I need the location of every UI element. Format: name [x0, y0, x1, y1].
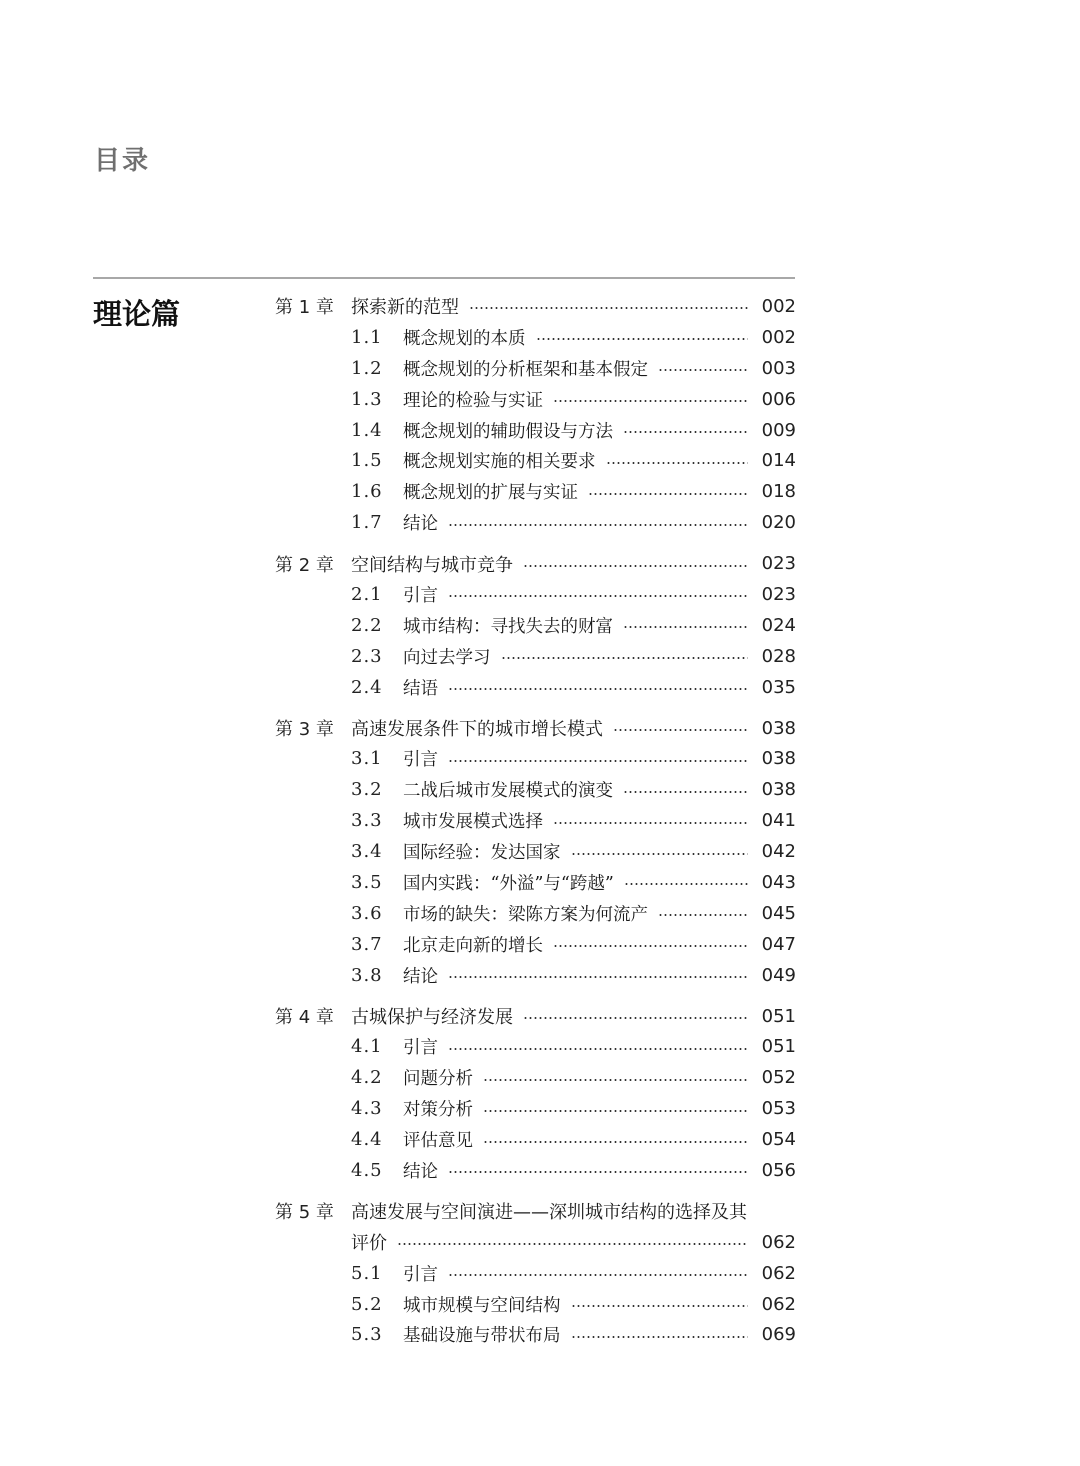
section-title: 引言 — [403, 750, 438, 771]
section-page-number: 062 — [761, 1293, 796, 1315]
section-number: 5.3 — [351, 1324, 383, 1346]
dot-leader — [623, 789, 748, 795]
chapter-title: 空间结构与城市竞争 — [351, 554, 513, 576]
chapter-title: 高速发展与空间演进——深圳城市结构的选择及其 — [351, 1202, 747, 1224]
section-page-number: 053 — [761, 1098, 796, 1120]
section-number: 1.6 — [351, 481, 383, 503]
section-number: 3.3 — [351, 810, 383, 832]
section-entry[interactable] — [275, 1258, 796, 1289]
section-page-number: 047 — [761, 933, 796, 955]
section-page-number: 062 — [761, 1262, 796, 1284]
chapter-title: 古城保护与经济发展 — [351, 1007, 513, 1029]
section-entry[interactable] — [275, 507, 796, 538]
section-title: 基础设施与带状布局 — [403, 1326, 561, 1347]
section-entry[interactable] — [275, 1093, 796, 1124]
section-title: 引言 — [403, 1038, 438, 1059]
dot-leader — [448, 522, 748, 528]
section-number: 5.1 — [351, 1262, 383, 1284]
section-title: 向过去学习 — [403, 647, 491, 668]
section-entry[interactable] — [275, 960, 796, 991]
dot-leader — [606, 460, 749, 466]
section-page-number: 006 — [761, 388, 796, 410]
chapter-page-number: 038 — [761, 717, 796, 739]
section-entry[interactable] — [275, 476, 796, 507]
dot-leader — [448, 686, 748, 692]
section-page-number: 003 — [761, 357, 796, 379]
section-entry[interactable] — [275, 867, 796, 898]
chapter-number: 第 5 章 — [275, 1202, 334, 1224]
dot-leader — [658, 912, 748, 918]
section-entry[interactable] — [275, 322, 796, 353]
section-page-number: 041 — [761, 810, 796, 832]
section-number: 3.6 — [351, 902, 383, 924]
section-entry[interactable] — [275, 774, 796, 805]
section-entry[interactable] — [275, 641, 796, 672]
section-title: 概念规划的本质 — [403, 328, 526, 349]
section-title: 结论 — [403, 966, 438, 987]
section-entry[interactable] — [275, 1031, 796, 1062]
chapter-page-number: 051 — [761, 1005, 796, 1027]
dot-leader — [448, 1272, 748, 1278]
section-title: 市场的缺失：梁陈方案为何流产 — [403, 904, 648, 925]
dot-leader — [571, 1303, 749, 1309]
section-entry[interactable] — [275, 445, 796, 476]
dot-leader — [553, 820, 748, 826]
section-page-number: 038 — [761, 748, 796, 770]
dot-leader — [536, 336, 749, 342]
dot-leader — [624, 881, 748, 887]
section-title: 城市发展模式选择 — [403, 812, 543, 833]
dot-leader — [588, 491, 748, 497]
section-entry[interactable] — [275, 836, 796, 867]
chapter-number: 第 1 章 — [275, 297, 334, 319]
section-number: 2.1 — [351, 583, 383, 605]
section-number: 1.4 — [351, 419, 383, 441]
chapter-number: 第 4 章 — [275, 1007, 334, 1029]
dot-leader — [448, 974, 748, 980]
dot-leader — [448, 593, 748, 599]
chapter-block — [275, 1196, 796, 1350]
dot-leader — [501, 655, 749, 661]
section-entry[interactable] — [275, 353, 796, 384]
section-entry[interactable] — [275, 1062, 796, 1093]
chapter-title-continuation: 评价 — [351, 1233, 387, 1255]
dot-leader — [523, 1015, 748, 1021]
section-entry[interactable] — [275, 1289, 796, 1320]
dot-leader — [623, 429, 748, 435]
chapter-title: 高速发展条件下的城市增长模式 — [351, 719, 603, 741]
section-entry[interactable] — [275, 1155, 796, 1186]
section-title: 理论的检验与实证 — [403, 390, 543, 411]
section-page-number: 049 — [761, 964, 796, 986]
chapter-entry[interactable] — [275, 291, 796, 322]
section-page-number: 043 — [761, 871, 796, 893]
section-page-number: 014 — [761, 450, 796, 472]
chapter-number: 第 3 章 — [275, 719, 334, 741]
chapter-entry[interactable] — [275, 713, 796, 744]
section-title: 概念规划的扩展与实证 — [403, 483, 578, 504]
section-title: 国内实践：“外溢”与“跨越” — [403, 873, 614, 894]
section-number: 3.7 — [351, 933, 383, 955]
dot-leader — [553, 943, 748, 949]
dot-leader — [483, 1108, 748, 1114]
section-number: 3.1 — [351, 748, 383, 770]
section-entry[interactable] — [275, 415, 796, 446]
section-number: 2.4 — [351, 676, 383, 698]
section-page-number: 042 — [761, 841, 796, 863]
section-entry[interactable] — [275, 1320, 796, 1351]
section-title: 概念规划的辅助假设与方法 — [403, 421, 613, 442]
section-number: 1.3 — [351, 388, 383, 410]
section-number: 1.1 — [351, 326, 383, 348]
section-title: 城市规模与空间结构 — [403, 1295, 561, 1316]
section-number: 4.1 — [351, 1036, 383, 1058]
section-entry[interactable] — [275, 384, 796, 415]
dot-leader — [613, 727, 748, 733]
chapter-entry[interactable] — [275, 1196, 796, 1227]
section-number: 3.5 — [351, 871, 383, 893]
dot-leader — [553, 398, 748, 404]
dot-leader — [448, 1046, 748, 1052]
section-number: 1.5 — [351, 450, 383, 472]
section-number: 4.5 — [351, 1159, 383, 1181]
dot-leader — [448, 1169, 748, 1175]
divider — [93, 277, 795, 279]
section-title: 结论 — [403, 514, 438, 535]
section-title: 对策分析 — [403, 1100, 473, 1121]
dot-leader — [483, 1139, 748, 1145]
section-title: 结语 — [403, 678, 438, 699]
section-title: 评估意见 — [403, 1131, 473, 1152]
section-title: 城市结构：寻找失去的财富 — [403, 616, 613, 637]
section-entry[interactable] — [275, 579, 796, 610]
section-page-number: 002 — [761, 326, 796, 348]
section-page-number: 051 — [761, 1036, 796, 1058]
table-of-contents — [275, 291, 796, 1360]
chapter-block — [275, 713, 796, 991]
chapter-page-number: 023 — [761, 553, 796, 575]
page-title: 目录 — [94, 146, 151, 176]
section-number: 4.4 — [351, 1129, 383, 1151]
section-number: 3.2 — [351, 779, 383, 801]
section-title: 国际经验：发达国家 — [403, 843, 561, 864]
section-page-number: 045 — [761, 902, 796, 924]
chapter-block — [275, 291, 796, 538]
dot-leader — [571, 1334, 749, 1340]
section-page-number: 069 — [761, 1324, 796, 1346]
section-entry[interactable] — [275, 929, 796, 960]
section-entry[interactable] — [275, 743, 796, 774]
section-page-number: 028 — [761, 645, 796, 667]
section-number: 5.2 — [351, 1293, 383, 1315]
section-number: 4.3 — [351, 1098, 383, 1120]
section-number: 2.3 — [351, 645, 383, 667]
section-page-number: 024 — [761, 614, 796, 636]
section-title: 概念规划的分析框架和基本假定 — [403, 359, 648, 380]
dot-leader — [523, 563, 748, 569]
section-page-number: 009 — [761, 419, 796, 441]
chapter-title-continuation-row — [275, 1227, 796, 1258]
part-title: 理论篇 — [93, 297, 181, 331]
section-number: 4.2 — [351, 1067, 383, 1089]
chapter-title: 探索新的范型 — [351, 297, 459, 319]
section-title: 概念规划实施的相关要求 — [403, 452, 596, 473]
section-entry[interactable] — [275, 898, 796, 929]
section-page-number: 054 — [761, 1129, 796, 1151]
section-page-number: 020 — [761, 512, 796, 534]
section-number: 3.8 — [351, 964, 383, 986]
chapter-page-number: 062 — [761, 1231, 796, 1253]
section-page-number: 023 — [761, 583, 796, 605]
section-page-number: 056 — [761, 1159, 796, 1181]
section-title: 问题分析 — [403, 1069, 473, 1090]
chapter-block — [275, 548, 796, 702]
section-title: 结论 — [403, 1161, 438, 1182]
section-page-number: 052 — [761, 1067, 796, 1089]
section-number: 1.7 — [351, 512, 383, 534]
dot-leader — [483, 1077, 748, 1083]
chapter-number: 第 2 章 — [275, 554, 334, 576]
dot-leader — [623, 624, 748, 630]
section-title: 二战后城市发展模式的演变 — [403, 781, 613, 802]
dot-leader — [658, 367, 748, 373]
dot-leader — [469, 305, 748, 311]
section-entry[interactable] — [275, 805, 796, 836]
chapter-entry[interactable] — [275, 548, 796, 579]
section-page-number: 035 — [761, 676, 796, 698]
chapter-entry[interactable] — [275, 1001, 796, 1032]
chapter-page-number: 002 — [761, 295, 796, 317]
dot-leader — [448, 758, 748, 764]
section-title: 引言 — [403, 585, 438, 606]
section-number: 2.2 — [351, 614, 383, 636]
section-page-number: 018 — [761, 481, 796, 503]
section-entry[interactable] — [275, 672, 796, 703]
section-entry[interactable] — [275, 610, 796, 641]
dot-leader — [397, 1241, 748, 1247]
chapter-block — [275, 1001, 796, 1186]
section-number: 3.4 — [351, 841, 383, 863]
section-entry[interactable] — [275, 1124, 796, 1155]
section-number: 1.2 — [351, 357, 383, 379]
section-title: 引言 — [403, 1264, 438, 1285]
dot-leader — [571, 851, 749, 857]
section-title: 北京走向新的增长 — [403, 935, 543, 956]
section-page-number: 038 — [761, 779, 796, 801]
